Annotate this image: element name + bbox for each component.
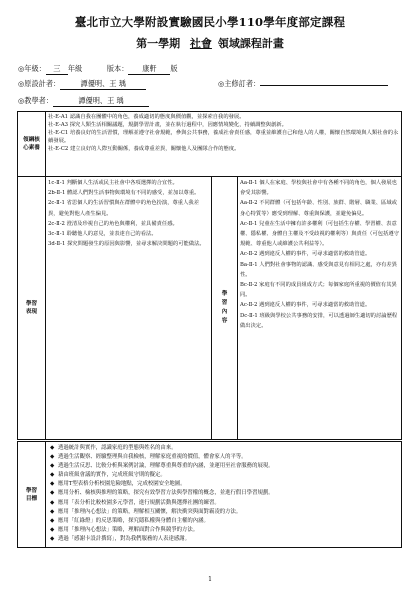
version-unit: 版 [170,64,178,73]
goal-text: 透過生活反思、比較分析與案例討論，理解尊重與尊重的內涵，並運用至社會服務的展現。 [58,463,274,470]
designer-value: 譚優明、王 瑀 [60,79,146,90]
performance-item: 2b-Ⅱ-1 體認人們對生活事物與環境有不同的感受，並加以尊重。 [48,190,200,197]
performance-item: 2c-Ⅱ-1 省思個人的生活習慣與在群體中的角色扮演，尊重人我差異，避免對他人產生偏見。 [48,200,199,217]
grade-value: 三 [46,64,68,75]
version-value: 康軒 [128,64,170,75]
content-items [238,177,402,440]
bullet-diamond-icon: ◆ [50,454,55,461]
content-label-char: 內 [221,309,228,315]
learning-goals-table [17,441,402,548]
goals-label [18,442,46,548]
bullet-diamond-icon: ◆ [50,526,55,533]
core-label-line1: 領綱核 [23,137,40,143]
content-label-char: 學 [221,291,228,297]
performance-item: 3d-Ⅱ-1 探究問題發生的原因與影響，並尋求解決問題的可能做法。 [48,241,205,248]
goal-item [48,526,399,535]
performance-items [46,177,212,440]
performance-item: 1c-Ⅱ-1 判斷個人生活或民主社會中各項選擇的合宜性。 [48,180,178,186]
goal-item [48,489,399,498]
goal-item [48,517,399,526]
page-number: 1 [208,576,212,583]
content-label [212,177,238,440]
core-label-line2: 心素養 [23,145,40,151]
content-item: Ac-Ⅱ-2 遇到違反人權的事件，可尋求適當的救助管道。 [240,302,371,309]
bullet-diamond-icon: ◆ [50,481,55,488]
performance-label-line1: 學習 [25,301,38,307]
reviser-value [260,85,388,86]
content-item: Dc-Ⅱ-1 班級與學校公共事務的安排，可以透過師生適切的討論歷程做出決定。 [240,312,398,329]
core-item: 社-E-A3 探究人類生活相關議題，規劃學習計畫，並在執行過程中，因應情境變化，持續調整與創新。 [48,122,287,128]
grade-label: ◎年級： [18,64,46,73]
goal-text: 應用「紅綠燈」的反思策略，探究隱私權與身體自主權的內涵。 [58,517,209,524]
goal-item [48,499,399,508]
grade-version-row [18,64,178,75]
teacher-row [18,96,149,107]
reviser-row [218,79,388,89]
goal-item [48,471,399,480]
core-item: 社-E-C1 培養良好的生活習慣，理解並遵守社會規範，參與公共事務，養成社會責任感，尊重並維護自己和他人的人權，關懷自然環境與人類社會的永續發展。 [48,130,399,144]
goals-label-line2: 目標 [25,495,38,502]
goal-text: 應用「推理內心想法」策略，理解面對合作與競爭的方法。 [58,526,199,533]
goal-text: 透過生活觀察、經驗整理與自我檢核，理解家庭重視的價值，體會家人的平等。 [58,454,247,461]
content-item: Bc-Ⅱ-2 家庭有不同的成員組成方式；每個家庭所重視的價值有其異同。 [240,282,397,299]
content-item: Ac-Ⅱ-1 兒童在生活中擁有許多權利（可包括生存權、學習權、表意權、隱私權、身體自主權及不受歧視的權利等）與責任（可包括遵守規範、尊重他人或維護公共利益等）。 [240,220,399,248]
goal-text: 應用「推理內心想法」的策略，理解相互關懷，解決衝突與面對霸凌的方法。 [58,508,242,515]
plan-title-suffix: 領域課程計畫 [217,37,284,50]
goal-item [48,453,399,462]
document-title: 臺北市立大學附設實驗國民小學110學年度部定課程 [74,15,346,29]
goal-text: 藉由班級會議的實作，完成班級守則的擬定。 [58,472,166,479]
goal-item [48,480,399,489]
reviser-label: ◎主修訂者： [218,79,261,88]
goal-item [48,462,399,471]
bullet-diamond-icon: ◆ [50,472,55,479]
goal-text: 應用分析、檢核與推理的策略，探究有效學習方法與學習權的概念，並進行假日學習規劃。 [58,490,274,497]
goal-item [48,508,399,517]
goal-text: 應用T型表格分析校園危險地點，完成校園安全地圖。 [58,481,186,488]
content-item: Aa-Ⅱ-2 不同群體（可包括年齡、性別、族群、階層、職業、區域或身心特質等）應受到理解、尊重與保護，並避免偏見。 [240,200,397,217]
bullet-diamond-icon: ◆ [50,517,55,524]
goal-text: 應用「表分析比較校園多元學習，進行規劃活動與選擇社團的練習。 [58,499,220,506]
goals-list [48,444,399,544]
bullet-diamond-icon: ◆ [50,490,55,497]
goal-item [48,444,399,453]
core-competency-label [18,112,46,177]
semester-label: 第一學期 [136,37,181,50]
goals-label-line1: 學習 [25,487,38,494]
content-label-char: 容 [221,318,228,324]
core-item: 社-E-C2 建立良好的人際互動關係，養成尊重差異，關懷他人及團隊合作的態度。 [48,146,240,152]
designer-row [18,79,146,90]
teacher-label: ◎教學者： [18,96,54,105]
bullet-diamond-icon: ◆ [50,445,55,451]
performance-content-table [17,176,402,440]
content-label-char: 習 [221,300,228,306]
content-item: Aa-Ⅱ-1 個人在家庭、學校與社會中有各種不同的角色，個人發展也會受其影響。 [240,180,397,197]
bullet-diamond-icon: ◆ [50,499,55,506]
bullet-diamond-icon: ◆ [50,508,55,515]
designer-label: ◎原設計者： [18,79,61,88]
core-item: 社-E-A1 認識自我在團體中的角色，養成適切的態度與價值觀，並探索自我的發展。 [48,114,245,120]
core-competency-content [46,112,402,177]
performance-label-line2: 表現 [25,309,38,315]
version-label: 版本： [106,64,129,73]
goals-list-cell [46,442,402,548]
core-competency-table [17,111,402,177]
goal-text: 透過統計與實作，認識家庭的型態與姓名的由來。 [58,445,177,451]
goal-item [48,535,399,544]
bullet-diamond-icon: ◆ [50,463,55,470]
performance-item: 2c-Ⅱ-2 澄清及珍視自己的角色與權利，並具備責任感。 [48,220,178,227]
goal-text: 透過「感謝卡設計撰寫」，對為我們服務的人表達感謝。 [58,535,191,542]
subject-name: 社會 [189,37,212,50]
plan-title [0,35,420,51]
content-item: Ac-Ⅱ-2 遇到違反人權的事件，可尋求適當的救助管道。 [240,251,371,258]
teacher-value: 譚優明、王 瑀 [53,96,149,107]
bullet-diamond-icon: ◆ [50,535,55,542]
performance-item: 3c-Ⅱ-1 聆聽他人的意見，並表達自己的看法。 [48,231,157,238]
performance-label [18,177,46,440]
content-item: Ba-Ⅱ-1 人們對社會事物的認識、感受與意見有相同之處，亦有差異性。 [240,261,398,278]
grade-unit: 年級 [67,64,83,73]
